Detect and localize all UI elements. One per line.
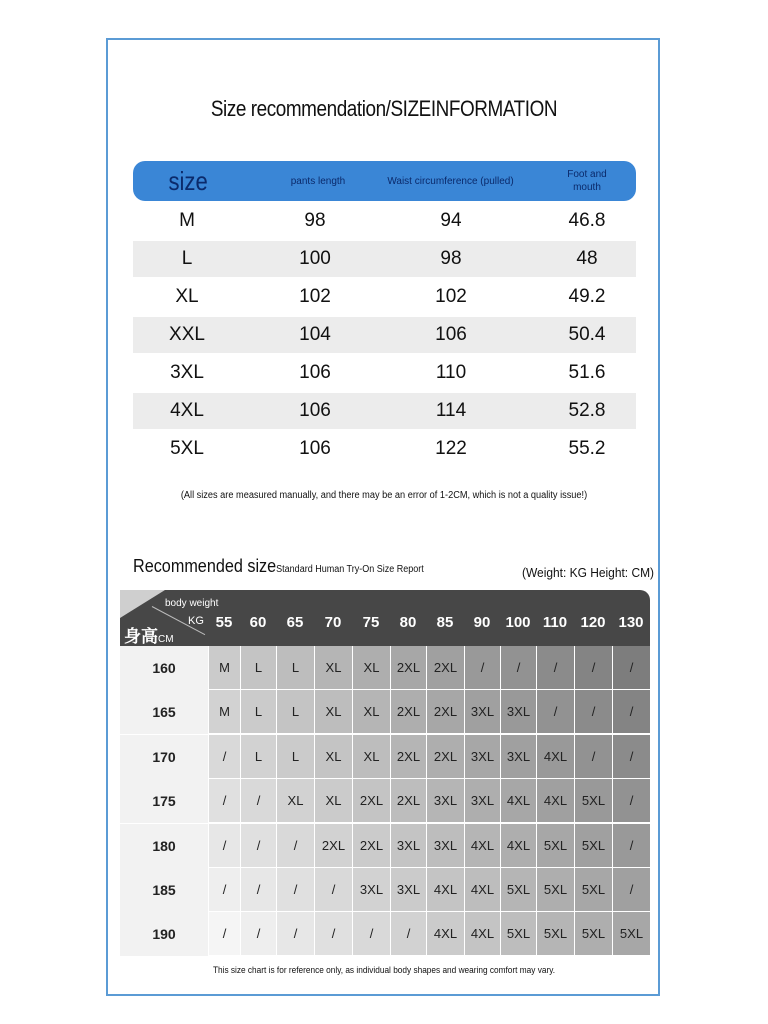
size-table-cell: 106 [435, 324, 467, 345]
grid-cell: L [240, 735, 276, 779]
grid-cell: 2XL [426, 646, 464, 690]
size-table-row [133, 431, 636, 467]
grid-cell: / [276, 912, 314, 956]
grid-cell: / [276, 868, 314, 912]
corner-height-text: 身高 [124, 627, 158, 646]
size-table-cell: L [181, 248, 193, 269]
grid-cell: 2XL [390, 779, 426, 823]
grid-cell: 5XL [500, 868, 536, 912]
recommended-subtitle: Standard Human Try-On Size Report [276, 564, 424, 575]
height-row-label: 185 [120, 868, 208, 912]
grid-cell: / [500, 646, 536, 690]
size-table-cell: 110 [435, 362, 467, 383]
size-table-cell: 94 [440, 210, 462, 231]
grid-cell: 3XL [352, 868, 390, 912]
weight-column-header: 120 [580, 614, 606, 631]
grid-cell: 3XL [464, 779, 500, 823]
grid-cell: 2XL [352, 779, 390, 823]
height-row-label: 175 [120, 779, 208, 823]
grid-cell: / [314, 868, 352, 912]
header-size: size [168, 165, 208, 196]
corner-cm-text: CM [158, 634, 174, 645]
height-row-label: 180 [120, 824, 208, 868]
grid-cell: 2XL [426, 690, 464, 734]
grid-cell: 5XL [574, 824, 612, 868]
grid-cell: L [276, 690, 314, 734]
grid-cell: 4XL [426, 868, 464, 912]
units-label: (Weight: KG Height: CM) [522, 565, 655, 580]
grid-cell: 5XL [536, 824, 574, 868]
recommended-title: Recommended size [133, 556, 277, 576]
grid-cell: / [240, 868, 276, 912]
size-table-cell: 52.8 [568, 400, 606, 421]
grid-cell: XL [314, 779, 352, 823]
size-table-cell: 49.2 [568, 286, 606, 307]
grid-cell: / [208, 735, 240, 779]
grid-cell: L [276, 646, 314, 690]
size-table-cell: 122 [435, 438, 467, 459]
reference-note: This size chart is for reference only, as individual body shapes and wearing comfort may vary. [212, 965, 556, 975]
grid-cell: 4XL [464, 868, 500, 912]
grid-cell: M [208, 646, 240, 690]
grid-cell: / [240, 779, 276, 823]
height-row-label: 165 [120, 690, 208, 734]
grid-cell: / [574, 735, 612, 779]
size-table-cell: 114 [435, 400, 467, 421]
grid-cell: 5XL [574, 912, 612, 956]
weight-column-header: 60 [249, 614, 267, 631]
height-row-label: 160 [120, 646, 208, 690]
weight-column-header: 65 [286, 614, 304, 631]
size-table-cell: 102 [299, 286, 331, 307]
grid-cell: / [612, 735, 650, 779]
grid-cell: 4XL [464, 824, 500, 868]
grid-cell: 5XL [536, 868, 574, 912]
grid-cell: XL [314, 646, 352, 690]
weight-column-header: 85 [436, 614, 454, 631]
weight-column-header: 70 [324, 614, 342, 631]
grid-cell: L [276, 735, 314, 779]
measure-note: (All sizes are measured manually, and there may be an error of 1-2CM, which is not a quality issue!) [180, 490, 588, 501]
corner-kg-label: KG [188, 615, 204, 627]
size-table-row [133, 203, 636, 239]
grid-cell: / [612, 824, 650, 868]
size-table-cell: 50.4 [568, 324, 606, 345]
weight-column-header: 100 [505, 614, 531, 631]
page-title: Size recommendation/SIZEINFORMATION [210, 96, 558, 121]
height-row-label: 190 [120, 912, 208, 956]
size-table-cell: 106 [299, 400, 331, 421]
grid-cell: XL [314, 735, 352, 779]
size-table-cell: 100 [299, 248, 331, 269]
corner-weight-label: body weight [165, 598, 219, 609]
grid-cell: 3XL [390, 868, 426, 912]
size-table-cell: 5XL [170, 438, 204, 459]
recommended-size-title [133, 556, 424, 577]
grid-cell: 3XL [464, 735, 500, 779]
weight-column-header: 80 [399, 614, 417, 631]
grid-cell: / [208, 779, 240, 823]
grid-cell: 2XL [390, 690, 426, 734]
size-table-cell: 48 [576, 248, 598, 269]
weight-column-header: 55 [215, 614, 233, 631]
size-table-cell: 106 [299, 362, 331, 383]
grid-cell: 5XL [574, 779, 612, 823]
size-table-cell: 98 [440, 248, 462, 269]
grid-cell: XL [352, 735, 390, 779]
grid-cell: 3XL [426, 779, 464, 823]
size-table-cell: 4XL [170, 400, 204, 421]
size-table-cell: 102 [435, 286, 467, 307]
grid-cell: / [208, 824, 240, 868]
grid-cell: / [240, 912, 276, 956]
weight-column-header: 130 [618, 614, 644, 631]
size-table-header [133, 161, 636, 201]
grid-cell: XL [352, 690, 390, 734]
grid-cell: XL [352, 646, 390, 690]
recommendation-grid [120, 590, 650, 957]
size-table-row [133, 393, 636, 429]
grid-cell: / [574, 690, 612, 734]
grid-cell: / [208, 868, 240, 912]
size-table-cell: 46.8 [568, 210, 606, 231]
grid-cell: / [612, 868, 650, 912]
weight-column-header: 75 [362, 614, 380, 631]
grid-cell: 2XL [352, 824, 390, 868]
grid-cell: 4XL [536, 735, 574, 779]
grid-cell: 3XL [500, 735, 536, 779]
weight-column-header: 90 [473, 614, 491, 631]
header-waist: Waist circumference (pulled) [387, 175, 514, 187]
grid-cell: XL [314, 690, 352, 734]
grid-cell: / [536, 646, 574, 690]
grid-cell: / [276, 824, 314, 868]
grid-cell: 2XL [390, 735, 426, 779]
grid-cell: / [536, 690, 574, 734]
grid-cell: XL [276, 779, 314, 823]
grid-cell: 2XL [426, 735, 464, 779]
size-table-cell: 55.2 [568, 438, 606, 459]
size-table-cell: XXL [169, 324, 205, 345]
grid-cell: 3XL [464, 690, 500, 734]
grid-cell: / [612, 646, 650, 690]
size-table-row [133, 355, 636, 391]
grid-cell: / [464, 646, 500, 690]
grid-cell: L [240, 646, 276, 690]
grid-cell: / [574, 646, 612, 690]
grid-cell: 3XL [390, 824, 426, 868]
size-table-cell: 51.6 [568, 362, 606, 383]
grid-cell: / [390, 912, 426, 956]
grid-cell: 3XL [500, 690, 536, 734]
grid-cell: 5XL [536, 912, 574, 956]
grid-cell: 5XL [500, 912, 536, 956]
size-table-cell: 106 [299, 438, 331, 459]
header-foot-mouth: Foot and mouth [567, 169, 607, 193]
grid-cell: 4XL [500, 779, 536, 823]
grid-cell: / [314, 912, 352, 956]
grid-cell: / [612, 690, 650, 734]
size-table-row [133, 317, 636, 353]
grid-cell: / [208, 912, 240, 956]
size-table-row [133, 279, 636, 315]
header-pants-length: pants length [290, 175, 346, 187]
grid-cell: 5XL [574, 868, 612, 912]
size-table-row [133, 241, 636, 277]
grid-cell: / [240, 824, 276, 868]
height-row-label: 170 [120, 735, 208, 779]
grid-cell: 4XL [536, 779, 574, 823]
grid-cell: M [208, 690, 240, 734]
grid-cell: 4XL [464, 912, 500, 956]
grid-cell: 2XL [314, 824, 352, 868]
size-table-cell: M [179, 210, 195, 231]
corner-tab [120, 590, 165, 618]
grid-cell: 4XL [500, 824, 536, 868]
grid-cell: 4XL [426, 912, 464, 956]
grid-cell: 3XL [426, 824, 464, 868]
size-table-cell: 104 [299, 324, 331, 345]
grid-cell: L [240, 690, 276, 734]
grid-header [120, 590, 650, 646]
weight-column-header: 110 [542, 614, 568, 631]
size-table-cell: XL [175, 286, 199, 307]
grid-cell: / [352, 912, 390, 956]
size-table-cell: 98 [304, 210, 326, 231]
size-table-cell: 3XL [170, 362, 204, 383]
grid-cell: 5XL [612, 912, 650, 956]
grid-cell: 2XL [390, 646, 426, 690]
grid-cell: / [612, 779, 650, 823]
corner-height-label [124, 622, 174, 647]
